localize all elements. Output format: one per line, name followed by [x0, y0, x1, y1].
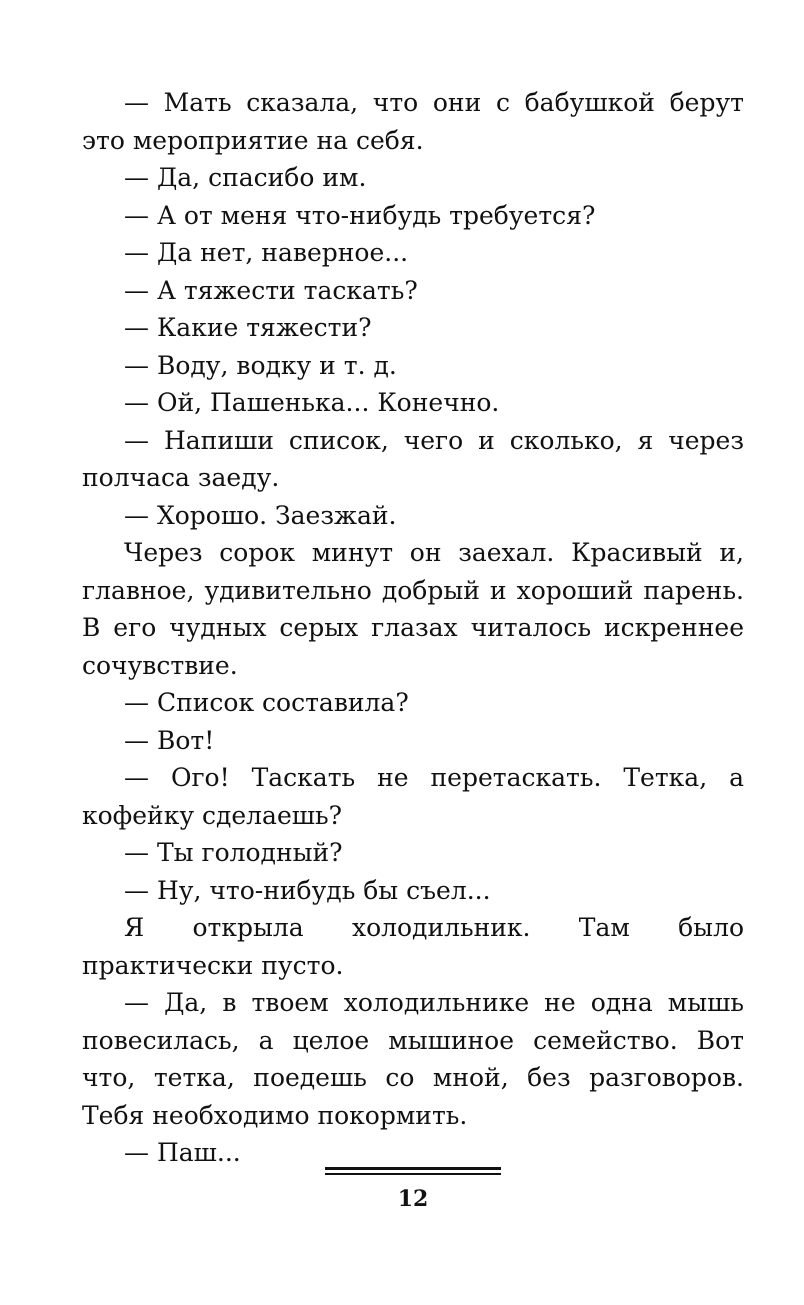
- footer-rule-thin: [325, 1173, 501, 1175]
- paragraph: — Ты голодный?: [124, 838, 343, 867]
- paragraph: — Мать сказала, что они с бабушкой берут это мероприятие на себя.: [82, 88, 744, 155]
- paragraph: — Список составила?: [124, 688, 409, 717]
- paragraph: — Вот!: [124, 725, 215, 755]
- body-text: [82, 84, 744, 1172]
- paragraph: — А тяжести таскать?: [124, 275, 418, 305]
- paragraph: Через сорок минут он заехал. Красивый и, главное, удивительно добрый и хороший парень. В его чудных серых глазах читалось искреннее сочувствие.: [82, 538, 744, 680]
- paragraph: — А от меня что-нибудь требуется?: [124, 200, 596, 230]
- paragraph: — Паш...: [124, 1138, 241, 1167]
- page-number: 12: [397, 1186, 429, 1212]
- paragraph: — Какие тяжести?: [124, 313, 372, 342]
- footer-rule-thick: [325, 1167, 501, 1170]
- paragraph: — Напиши список, чего и сколько, я через полчаса заеду.: [82, 425, 744, 492]
- paragraph: Я открыла холодильник. Там было практически пусто.: [82, 913, 744, 980]
- paragraph: — Ой, Пашенька... Конечно.: [124, 388, 500, 417]
- paragraph: — Да, в твоем холодильнике не одна мышь повесилась, а целое мышиное семейство. Вот что, тетка, поедешь со мной, без разговоров. Тебя необходимо покормить.: [82, 988, 744, 1130]
- paragraph: — Ого! Таскать не перетаскать. Тетка, а кофейку сделаешь?: [82, 763, 744, 830]
- paragraph: — Да, спасибо им.: [124, 163, 367, 192]
- paragraph: — Хорошо. Заезжай.: [124, 500, 397, 530]
- paragraph: — Ну, что-нибудь бы съел...: [124, 875, 491, 905]
- paragraph: — Да нет, наверное...: [124, 238, 409, 267]
- paragraph: — Воду, водку и т. д.: [124, 350, 397, 380]
